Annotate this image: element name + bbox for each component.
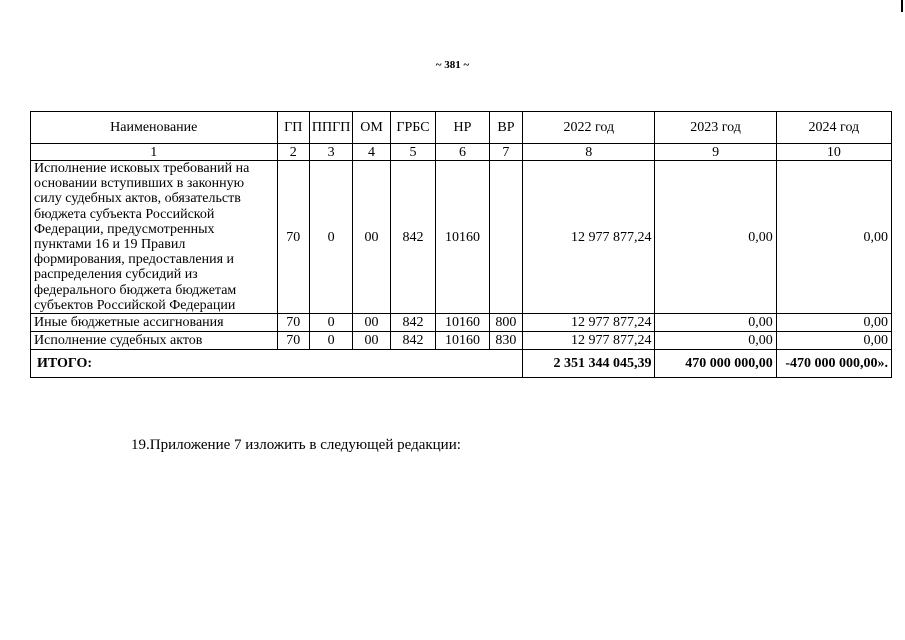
cell-grbs: 842 [390, 314, 435, 332]
cell-om: 00 [353, 332, 390, 350]
header-2023: 2023 год [655, 112, 776, 144]
total-2024: -470 000 000,00». [776, 350, 891, 378]
header-om: ОМ [353, 112, 390, 144]
cell-2022: 12 977 877,24 [523, 314, 655, 332]
cell-grbs: 842 [390, 332, 435, 350]
column-number: 10 [776, 144, 891, 161]
row-name: Исполнение судебных актов [31, 332, 278, 350]
cell-2023: 0,00 [655, 161, 776, 314]
column-number-row [31, 144, 892, 161]
cell-ppgp: 0 [309, 314, 352, 332]
cell-gp: 70 [277, 314, 309, 332]
total-2023: 470 000 000,00 [655, 350, 776, 378]
header-grbs: ГРБС [390, 112, 435, 144]
total-2022: 2 351 344 045,39 [523, 350, 655, 378]
header-ppgp: ППГП [309, 112, 352, 144]
cell-2024: 0,00 [776, 314, 891, 332]
cell-2023: 0,00 [655, 332, 776, 350]
column-number: 1 [31, 144, 278, 161]
cell-vr [489, 161, 522, 314]
cell-ppgp: 0 [309, 332, 352, 350]
total-label: ИТОГО: [31, 350, 523, 378]
header-gp: ГП [277, 112, 309, 144]
cell-nr: 10160 [436, 161, 490, 314]
table-row [31, 332, 892, 350]
cell-nr: 10160 [436, 314, 490, 332]
cell-vr: 830 [489, 332, 522, 350]
row-name: Исполнение исковых требований на основании вступивших в законную силу судебных актов, обязательств бюджета субъекта Российской Федерации, предусмотренных пунктами 16 и 19 Правил формирования, предоставления и распределения субсидий из федерального бюджета бюджетам субъектов Российской Федерации [31, 161, 278, 314]
cell-om: 00 [353, 314, 390, 332]
cell-gp: 70 [277, 332, 309, 350]
table-row [31, 314, 892, 332]
total-row [31, 350, 892, 378]
row-name: Иные бюджетные ассигнования [31, 314, 278, 332]
cell-2022: 12 977 877,24 [523, 332, 655, 350]
column-number: 2 [277, 144, 309, 161]
cell-vr: 800 [489, 314, 522, 332]
instruction-paragraph: 19.Приложение 7 изложить в следующей редакции: [131, 437, 461, 453]
cell-grbs: 842 [390, 161, 435, 314]
header-name: Наименование [31, 112, 278, 144]
scan-edge-mark [901, 0, 903, 12]
budget-table [30, 111, 892, 378]
header-vr: ВР [489, 112, 522, 144]
cell-2023: 0,00 [655, 314, 776, 332]
cell-gp: 70 [277, 161, 309, 314]
column-number: 5 [390, 144, 435, 161]
cell-2024: 0,00 [776, 332, 891, 350]
page-number: ~ 381 ~ [435, 59, 470, 71]
column-number: 6 [436, 144, 490, 161]
cell-nr: 10160 [436, 332, 490, 350]
table-header-row [31, 112, 892, 144]
column-number: 9 [655, 144, 776, 161]
header-nr: НР [436, 112, 490, 144]
header-2022: 2022 год [523, 112, 655, 144]
cell-ppgp: 0 [309, 161, 352, 314]
column-number: 4 [353, 144, 390, 161]
header-2024: 2024 год [776, 112, 891, 144]
cell-2022: 12 977 877,24 [523, 161, 655, 314]
table-row [31, 161, 892, 314]
column-number: 3 [309, 144, 352, 161]
column-number: 7 [489, 144, 522, 161]
column-number: 8 [523, 144, 655, 161]
cell-om: 00 [353, 161, 390, 314]
cell-2024: 0,00 [776, 161, 891, 314]
